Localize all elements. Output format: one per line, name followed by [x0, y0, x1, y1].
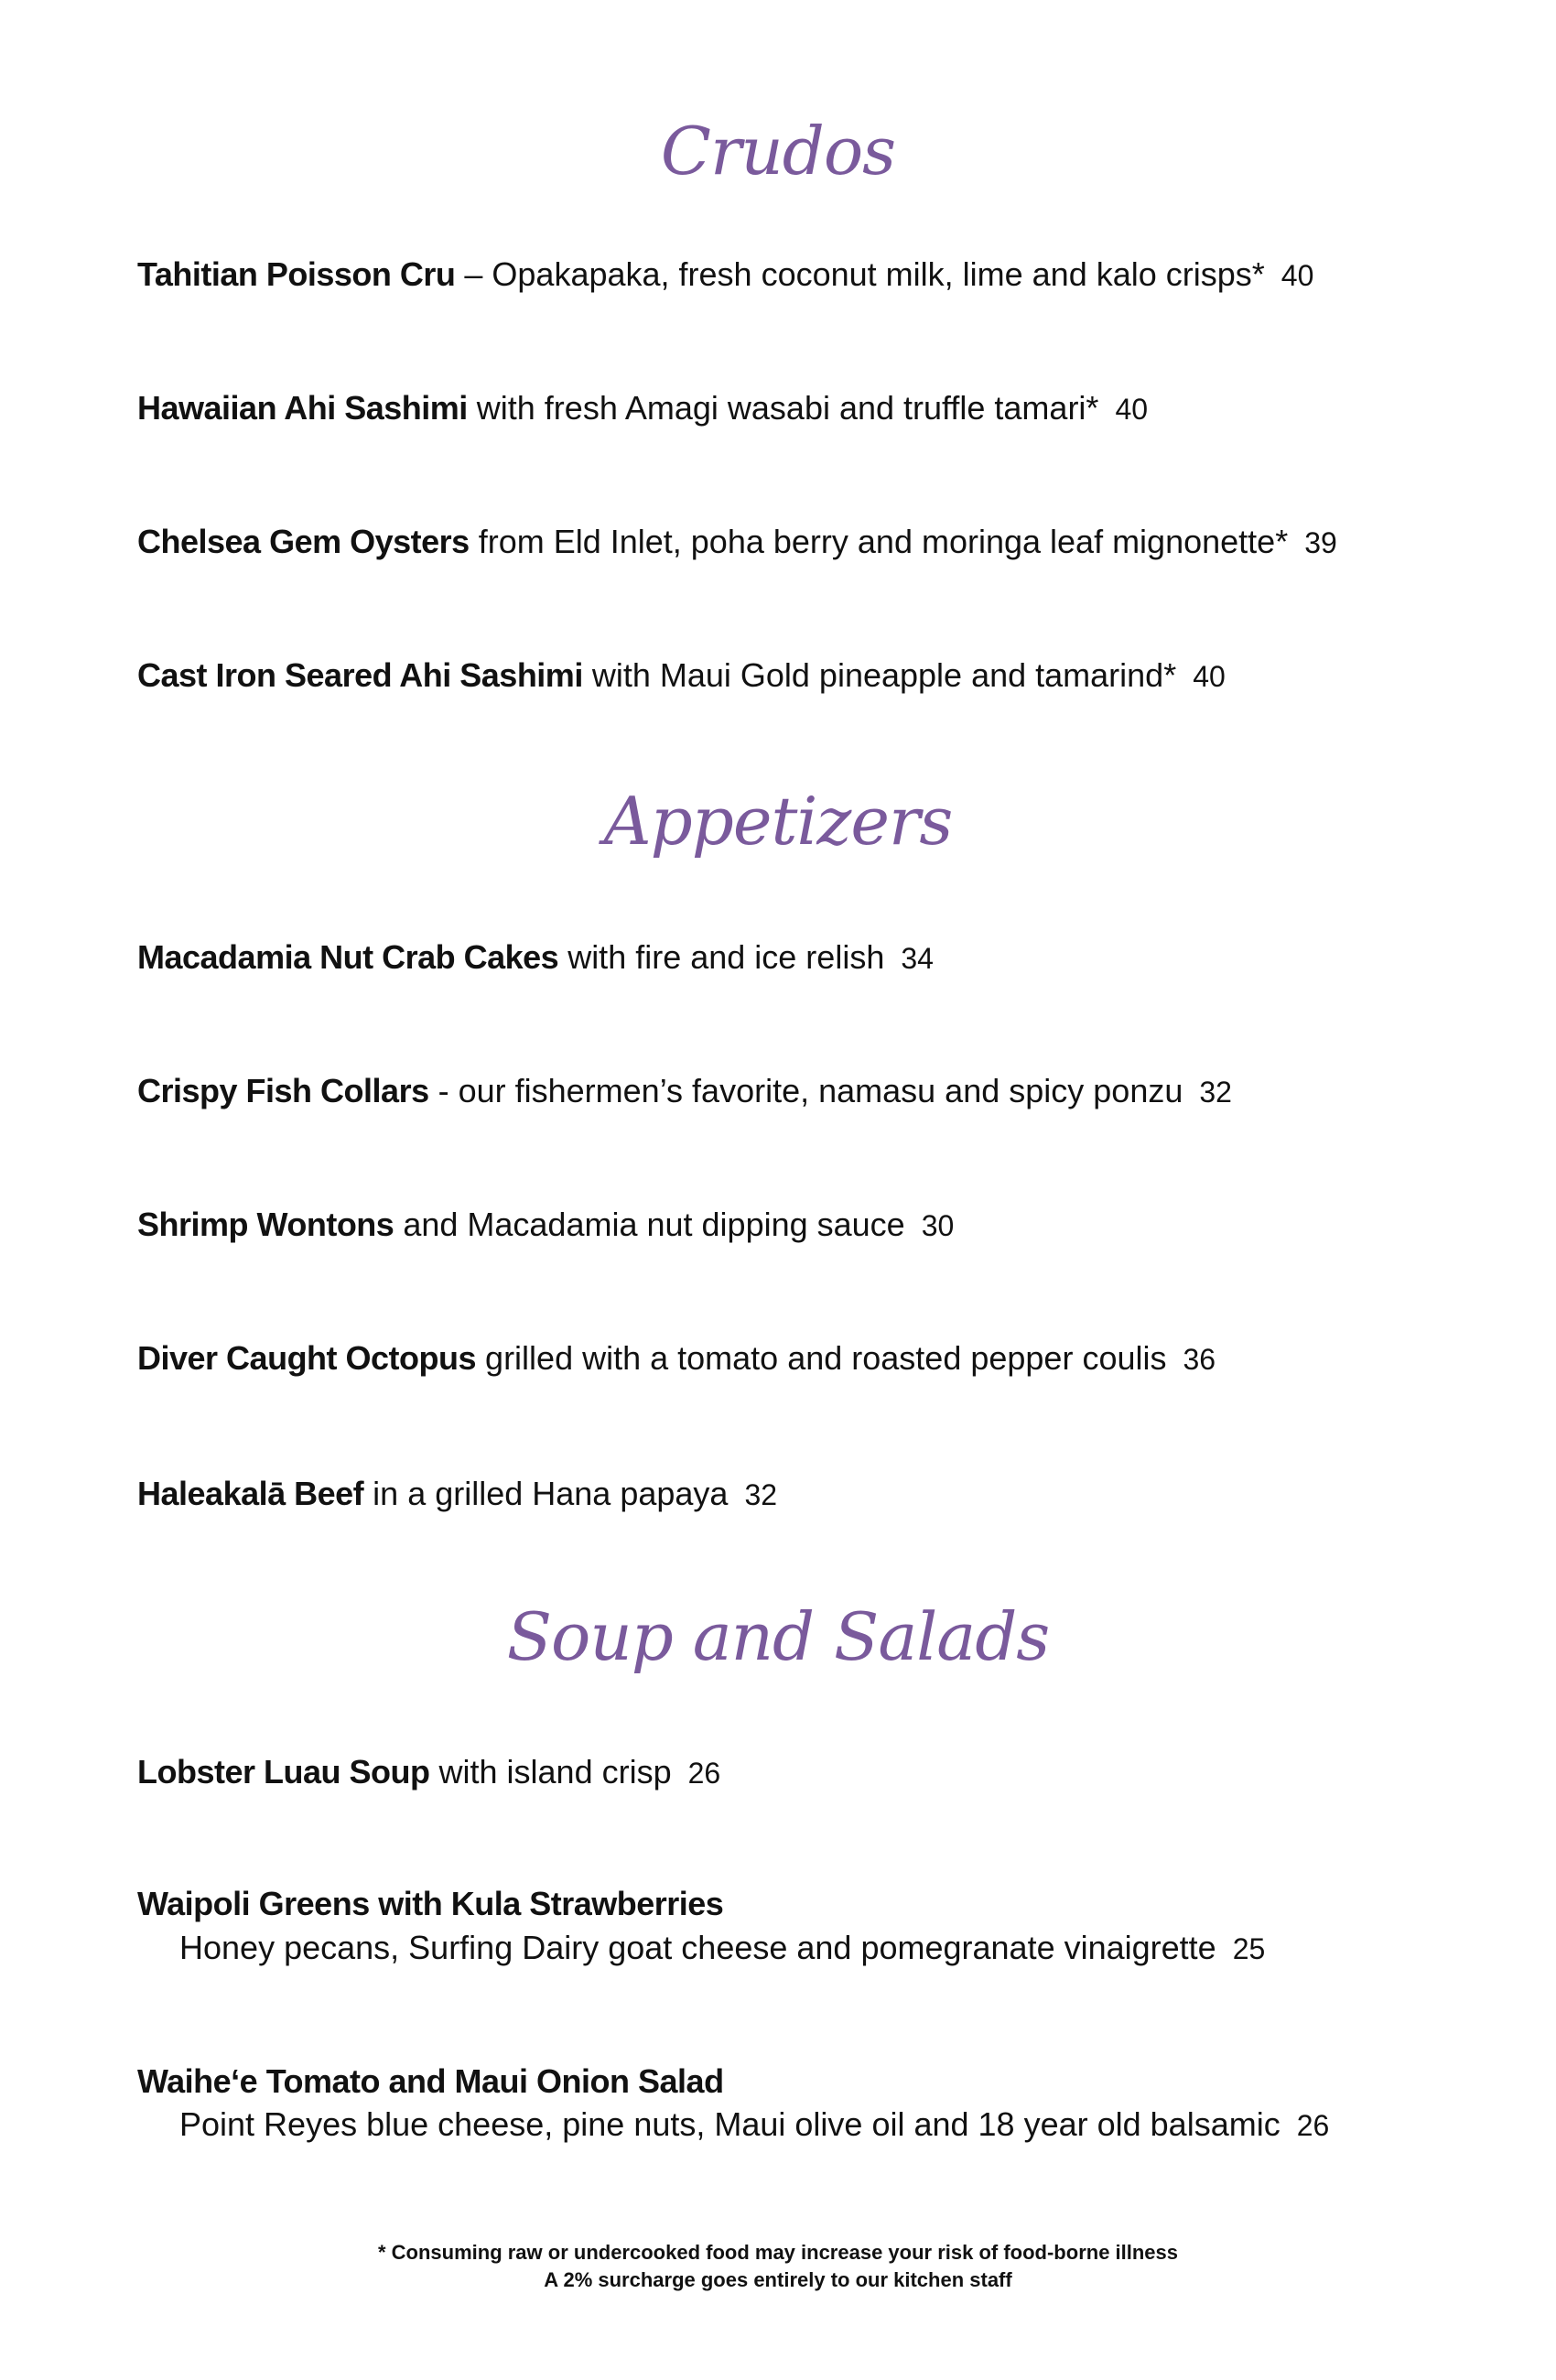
menu-item — [137, 1205, 954, 1246]
menu-item — [137, 254, 1313, 296]
menu-item — [137, 937, 934, 979]
menu-item-detail — [179, 1928, 1265, 1969]
menu-item — [137, 1338, 1216, 1379]
item-description: and Macadamia nut dipping sauce — [394, 1206, 905, 1243]
menu-item — [137, 1752, 720, 1793]
item-name: Lobster Luau Soup — [137, 1753, 430, 1790]
menu-item — [137, 522, 1337, 563]
item-name: Hawaiian Ahi Sashimi — [137, 389, 468, 427]
menu-item-detail — [179, 2104, 1329, 2146]
menu-item — [137, 388, 1148, 429]
item-name: Chelsea Gem Oysters — [137, 523, 470, 560]
item-name: Waihe‘e Tomato and Maui Onion Salad — [137, 2062, 724, 2100]
item-name: Shrimp Wontons — [137, 1206, 394, 1243]
menu-item — [137, 1474, 777, 1515]
item-description: – Opakapaka, fresh coconut milk, lime and kalo crisps* — [455, 255, 1265, 293]
item-name: Haleakalā Beef — [137, 1475, 364, 1512]
item-name: Tahitian Poisson Cru — [137, 255, 456, 293]
menu-item — [137, 655, 1226, 697]
item-price: 26 — [1296, 2109, 1330, 2142]
item-price: 36 — [1183, 1343, 1216, 1376]
item-price: 26 — [687, 1757, 721, 1790]
menu-item-title — [137, 2061, 724, 2102]
item-price: 32 — [1199, 1076, 1232, 1109]
menu-item — [137, 1071, 1232, 1112]
item-price: 40 — [1280, 259, 1314, 292]
menu-item-title — [137, 1884, 723, 1924]
footer-disclaimer: * Consuming raw or undercooked food may increase your risk of food-borne illness — [377, 2241, 1179, 2264]
item-description: in a grilled Hana papaya — [363, 1475, 729, 1512]
item-price: 40 — [1193, 660, 1226, 693]
item-description: Honey pecans, Surfing Dairy goat cheese and pomegranate vinaigrette — [179, 1929, 1216, 1966]
item-price: 34 — [901, 942, 934, 975]
item-description: with fresh Amagi wasabi and truffle tamari* — [467, 389, 1099, 427]
item-name: Cast Iron Seared Ahi Sashimi — [137, 656, 583, 694]
item-description: with fire and ice relish — [558, 938, 885, 976]
item-price: 39 — [1304, 526, 1337, 559]
item-name: Waipoli Greens with Kula Strawberries — [137, 1885, 724, 1922]
item-description: grilled with a tomato and roasted pepper coulis — [476, 1339, 1167, 1377]
item-price: 30 — [921, 1209, 955, 1242]
item-description: - our fishermen’s favorite, namasu and spicy ponzu — [428, 1072, 1183, 1109]
item-description: from Eld Inlet, poha berry and moringa leaf mignonette* — [469, 523, 1289, 560]
footer-surcharge: A 2% surcharge goes entirely to our kitchen staff — [544, 2268, 1012, 2291]
item-price: 32 — [744, 1478, 778, 1511]
item-description: with island crisp — [429, 1753, 672, 1790]
item-description: with Maui Gold pineapple and tamarind* — [582, 656, 1177, 694]
item-name: Crispy Fish Collars — [137, 1072, 429, 1109]
item-name: Diver Caught Octopus — [137, 1339, 477, 1377]
section-title-crudos: Crudos — [660, 113, 896, 189]
item-description: Point Reyes blue cheese, pine nuts, Maui olive oil and 18 year old balsamic — [179, 2105, 1280, 2143]
item-price: 40 — [1115, 393, 1149, 426]
section-title-soup-and-salads: Soup and Salads — [506, 1598, 1050, 1675]
item-name: Macadamia Nut Crab Cakes — [137, 938, 559, 976]
item-price: 25 — [1232, 1932, 1266, 1965]
section-title-appetizers: Appetizers — [603, 783, 953, 860]
